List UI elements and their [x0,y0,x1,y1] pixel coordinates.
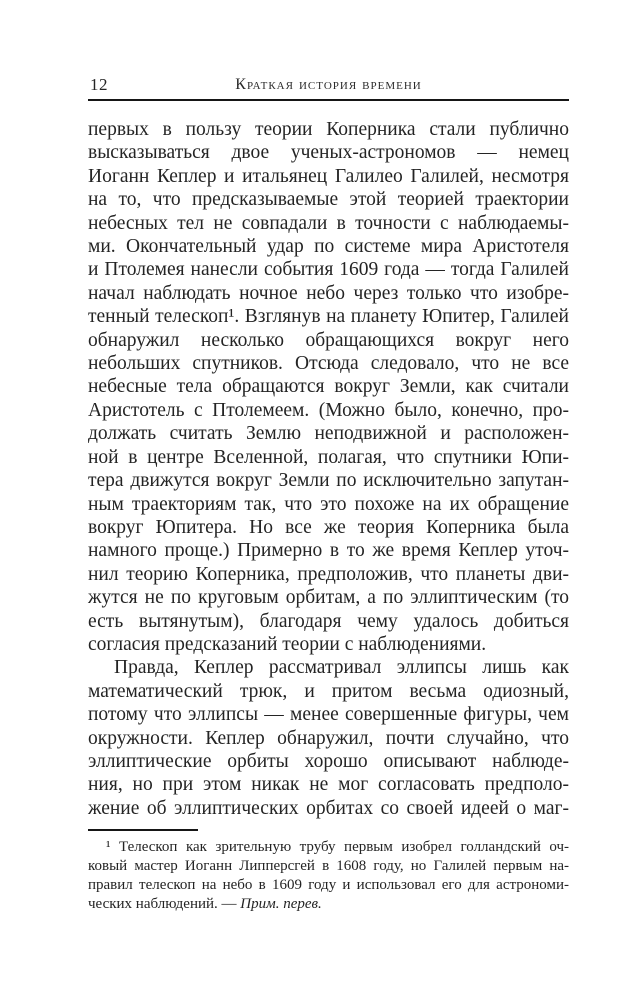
text-line: потому что эллипсы — менее совершенные фигуры, чем [88,704,569,726]
text-line: правил телескоп на небо в 1609 году и использовал его для астрономи- [88,877,569,894]
text-line: начал наблюдать ночное небо через только что изобре- [88,282,569,304]
footnote-separator [88,829,198,831]
text-line: ¹ Телескоп как зрительную трубу первым изобрел голландский оч- [106,839,569,856]
footnote-translator-note: Прим. перев. [240,896,322,913]
text-line: небольших спутников. Отсюда следовало, что не все [88,353,569,375]
text-line: ния, но при этом никак не мог согласовать предполо- [88,774,569,796]
text-line: жение об эллиптических орбитах со своей идеей о маг- [88,797,569,819]
page-number: 12 [90,75,108,94]
footnote-body [88,838,569,895]
footnote [88,829,569,914]
text-line: тера движутся вокруг Земли по исключительно запутан- [88,470,569,492]
page-header [88,74,569,101]
text-line: первых в пользу теории Коперника стали публично [88,119,569,140]
text-line: и Птолемея нанесли события 1609 года — тогда Галилей [88,259,569,281]
paragraph [88,656,569,820]
text-line: тенный телескоп¹. Взглянув на планету Юпитер, Галилей [88,306,569,328]
text-line: ной в центре Вселенной, полагая, что спутники Юпи- [88,446,569,468]
text-line: намного проще.) Примерно в то же время Кеплер уточ- [88,540,569,562]
paragraph [88,118,569,656]
running-title: Краткая история времени [235,76,422,93]
text-line: обнаружил несколько обращающихся вокруг него [88,329,569,351]
footnote-last-line [88,895,569,914]
text-line: есть вытянутым), благодаря чему удалось добиться [88,610,569,632]
text-line: ковый мастер Иоганн Липперсгей в 1608 году, но Галилей первым на- [88,858,569,875]
text-line: Аристотель с Птолемеем. (Можно было, конечно, про- [88,399,569,421]
text-line: согласия предсказаний теории с наблюдениями. [88,633,487,655]
text-line: Иоганн Кеплер и итальянец Галилео Галилей, несмотря [88,165,569,187]
text-line: ми. Окончательный удар по системе мира Аристотеля [88,236,569,258]
footnote-text: ческих наблюдений. — [88,896,241,913]
text-line: должать считать Землю неподвижной и расположен- [88,423,569,445]
text-line: небесные тела обращаются вокруг Земли, как считали [88,376,569,398]
text-line: ным траекториям так, что это похоже на их обращение [88,493,569,515]
text-line: эллиптические орбиты хорошо описывают наблюде- [88,750,569,772]
text-line: высказываться двое ученых-астрономов — немец [88,142,569,164]
text-line: жутся не по круговым орбитам, а по эллиптическим (то [88,587,569,609]
text-line: вокруг Юпитера. Но все же теория Коперника была [88,516,569,538]
body-text [88,118,569,820]
text-line: небесных тел не совпадали в точности с наблюдаемы- [88,212,569,234]
text-line: математический трюк, и притом весьма одиозный, [88,680,569,702]
text-line: окружности. Кеплер обнаружил, почти случайно, что [88,727,569,749]
text-line: нил теорию Коперника, предположив, что планеты дви- [88,563,569,585]
text-line: на то, что предсказываемые этой теорией траектории [88,189,569,211]
page-content [88,74,569,914]
text-line: Правда, Кеплер рассматривал эллипсы лишь как [114,657,569,679]
